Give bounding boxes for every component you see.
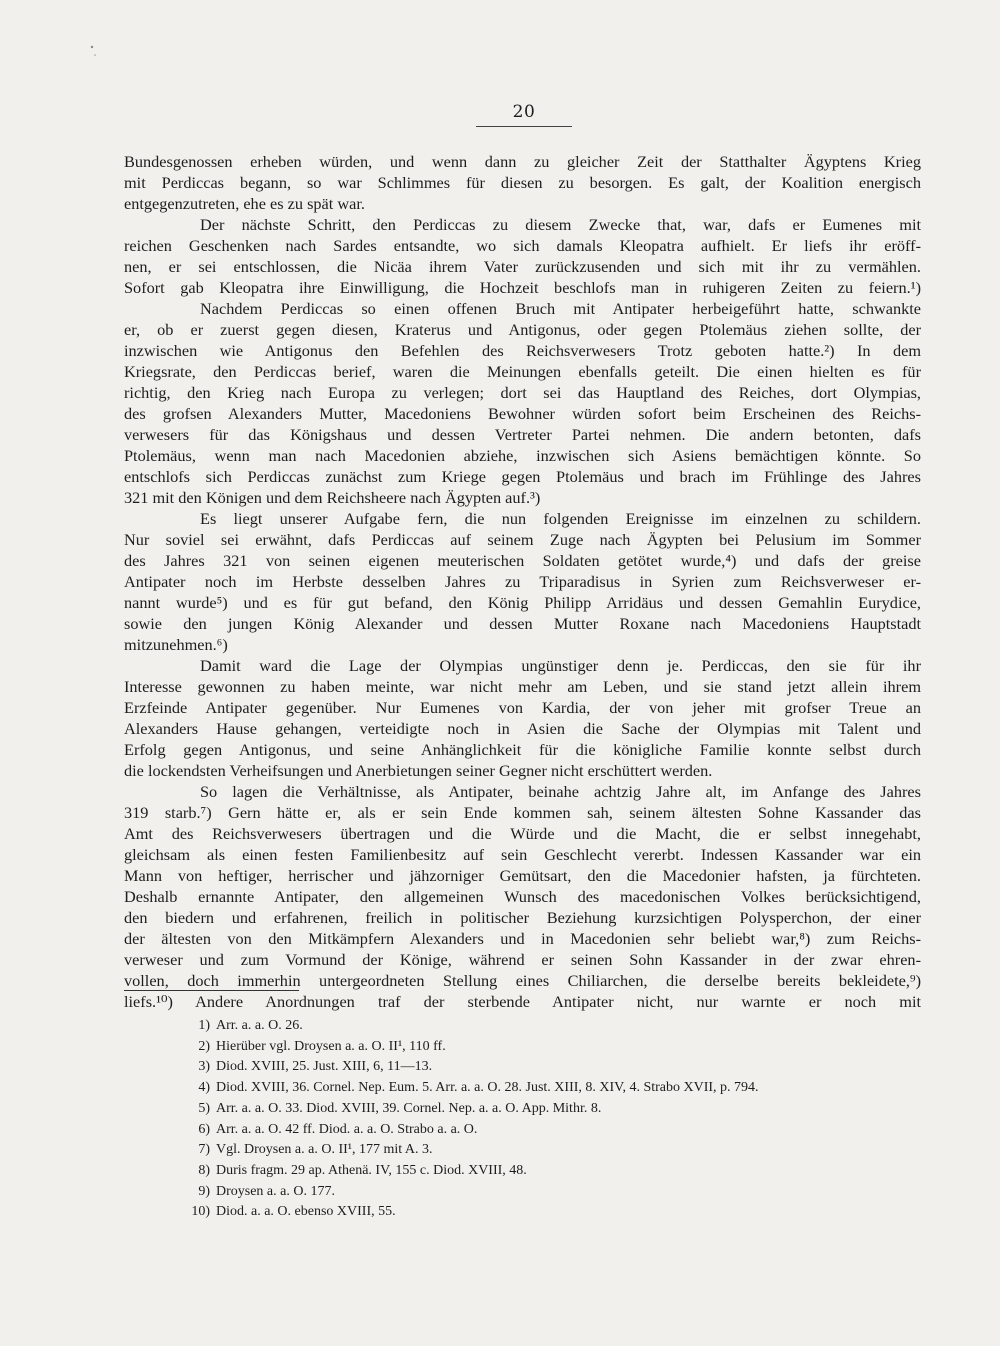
text-line: mit Perdiccas begann, so war Schlimmes für diesen zu besorgen. Es galt, der Koalition energisch	[124, 173, 921, 192]
text-line: Ptolemäus, wenn man nach Macedonien abziehe, inzwischen sich Asiens bemächtigen könnte. So	[124, 446, 921, 465]
text-line: nen, er sei entschlossen, die Nicäa ihrem Vater zurückzusenden und sich mit ihr zu vermählen.	[124, 257, 921, 276]
text-line: Damit ward die Lage der Olympias ungünstiger denn je. Perdiccas, den sie für ihr	[200, 656, 921, 675]
footnote-text: Diod. XVIII, 36. Cornel. Nep. Eum. 5. Arr. a. a. O. 28. Just. XIII, 8. XIV, 4. Strabo XVII, p. 794.	[216, 1080, 759, 1096]
text-line: So lagen die Verhältnisse, als Antipater, beinahe achtzig Jahre alt, im Anfange des Jahres	[200, 782, 921, 801]
text-line: Kriegsrate, den Perdiccas berief, waren die Meinungen ebenfalls geteilt. Die einen hielten es für	[124, 362, 921, 381]
footnote-number: 4)	[198, 1080, 210, 1096]
text-line: inzwischen wie Antigonus den Befehlen des Reichsverwesers Trotz geboten hatte.²) In dem	[124, 341, 921, 360]
text-line: richtig, den Krieg nach Europa zu verlegen; dort sei das Hauptland des Reiches, dort Olympias,	[124, 383, 921, 402]
footnote	[180, 1099, 940, 1120]
text-line: des Jahres 321 von seinen eigenen meuterischen Soldaten getötet wurde,⁴) und dafs der greise	[124, 551, 921, 570]
footnote-text: Diod. a. a. O. ebenso XVIII, 55.	[216, 1204, 396, 1220]
text-line: entgegenzutreten, ehe es zu spät war.	[124, 194, 365, 213]
text-line: 321 mit den Königen und dem Reichsheere nach Ägypten auf.³)	[124, 488, 541, 507]
text-line: Amt des Reichsverwesers übertragen und die Würde und die Macht, die er selbst innegehabt,	[124, 824, 921, 843]
text-line: er, ob er zuerst gegen diesen, Kraterus und Antigonus, oder gegen Ptolemäus ziehen sollte, der	[124, 320, 921, 339]
text-line: den biedern und erfahrenen, freilich in politischer Beziehung kurzsichtigen Polysperchon, der einer	[124, 908, 921, 927]
text-line: Sofort gab Kleopatra ihre Einwilligung, die Hochzeit beschlofs man in ruhigeren Zeiten zu feiern.¹)	[124, 278, 921, 297]
text-line: verwesers für das Königshaus und dessen Vertreter Partei nehmen. Die andern betonten, dafs	[124, 425, 921, 444]
footnote-number: 3)	[198, 1059, 210, 1075]
footnote-text: Hierüber vgl. Droysen a. a. O. II¹, 110 ff.	[216, 1038, 446, 1054]
footnote-text: Duris fragm. 29 ap. Athenä. IV, 155 c. Diod. XVIII, 48.	[216, 1162, 527, 1178]
text-line: mitzunehmen.⁶)	[124, 635, 228, 654]
text-line: Interesse gewonnen zu haben meinte, war nicht mehr am Leben, und sie stand jetzt allein ihrem	[124, 677, 921, 696]
footnote-text: Arr. a. a. O. 26.	[216, 1018, 303, 1033]
footnote-number: 8)	[198, 1162, 210, 1178]
footnote	[180, 1202, 940, 1223]
text-line: verweser und zum Vormund der Könige, während er seinen Sohn Kassander in der zwar ehren-	[124, 950, 921, 969]
footnotes	[180, 1016, 940, 1223]
text-line: Es liegt unserer Aufgabe fern, die nun folgenden Ereignisse im einzelnen zu schildern.	[200, 509, 921, 528]
text-line: reichen Geschenken nach Sardes entsandte, wo sich damals Kleopatra aufhielt. Er liefs ihr eröff-	[124, 236, 921, 255]
footnote-number: 9)	[198, 1183, 210, 1199]
footnote-number: 5)	[198, 1100, 210, 1116]
text-line: Bundesgenossen erheben würden, und wenn dann zu gleicher Zeit der Statthalter Ägyptens Krieg	[124, 152, 921, 171]
text-line: Mann von heftiger, herrischer und jähzorniger Gemütsart, den die Macedonier hafsten, ja fürchteten.	[124, 866, 921, 885]
footnote	[180, 1140, 940, 1161]
footnote	[180, 1016, 940, 1037]
footnote-number: 7)	[198, 1142, 210, 1158]
text-line: des grofsen Alexanders Mutter, Macedoniens Bewohner würden sofort beim Erscheinen des Reichs-	[124, 404, 921, 423]
text-line: liefs.¹⁰) Andere Anordnungen traf der sterbende Antipater nicht, nur warnte er noch mit	[124, 992, 921, 1011]
text-line: Erfolg gegen Antigonus, und seine Anhänglichkeit für die königliche Familie konnte selbst durch	[124, 740, 921, 759]
footnote-text: Arr. a. a. O. 42 ff. Diod. a. a. O. Strabo a. a. O.	[216, 1121, 478, 1137]
text-line: Nur soviel sei erwähnt, dafs Perdiccas auf seinem Zuge nach Ägypten bei Pelusium im Sommer	[124, 530, 921, 549]
text-line: Nachdem Perdiccas so einen offenen Bruch mit Antipater herbeigeführt hatte, schwankte	[200, 299, 921, 318]
main-text	[124, 151, 921, 1012]
footnote-number: 2)	[198, 1038, 210, 1054]
text-line: Antipater noch im Herbste desselben Jahres zu Triparadisus in Syrien zum Reichsverweser er-	[124, 572, 921, 591]
footnote	[180, 1161, 940, 1182]
text-line: gleichsam als einen festen Familienbesitz auf sein Geschlecht vererbt. Indessen Kassander war ein	[124, 845, 921, 864]
footnote-text: Diod. XVIII, 25. Just. XIII, 6, 11—13.	[216, 1059, 433, 1075]
footnote	[180, 1182, 940, 1203]
text-line: entschlofs sich Perdiccas zunächst zum Kriege gegen Ptolemäus und brach im Frühlinge des Jahres	[124, 467, 921, 486]
footnote-text: Droysen a. a. O. 177.	[216, 1183, 335, 1199]
text-line: vollen, doch immerhin untergeordneten Stellung eines Chiliarchen, die derselbe bereits bekleidete,⁹)	[124, 971, 921, 990]
footnote	[180, 1120, 940, 1141]
footnote	[180, 1078, 940, 1099]
text-line: nannt wurde⁵) und es für gut befand, den König Philipp Arridäus und dessen Gemahlin Eurydice,	[124, 593, 921, 612]
text-line: Alexanders Hause gehangen, verteidigte noch in Asien die Sache der Olympias mit Talent und	[124, 719, 921, 738]
footnote	[180, 1057, 940, 1078]
text-line: Erzfeinde Antipater gegenüber. Nur Eumenes von Kardia, der von jeher mit grofser Treue an	[124, 698, 921, 717]
text-line: 319 starb.⁷) Gern hätte er, als er sein Ende kommen sah, seinem ältesten Sohne Kassander das	[124, 803, 921, 822]
footnote-text: Vgl. Droysen a. a. O. II¹, 177 mit A. 3.	[216, 1142, 433, 1158]
footnote-number: 6)	[198, 1121, 210, 1137]
footnote-text: Arr. a. a. O. 33. Diod. XVIII, 39. Cornel. Nep. a. a. O. App. Mithr. 8.	[216, 1100, 602, 1116]
text-line: Der nächste Schritt, den Perdiccas zu diesem Zwecke that, war, dafs er Eumenes mit	[200, 215, 921, 234]
text-line: die lockendsten Verheifsungen und Anerbietungen seiner Gegner nicht erschüttert werden.	[124, 761, 713, 780]
page-number: 20	[476, 102, 572, 127]
footnote-number: 10)	[191, 1204, 210, 1220]
text-line: Deshalb ernannte Antipater, den allgemeinen Wunsch des macedonischen Volkes berücksichtigend,	[124, 887, 921, 906]
text-line: der ältesten von den Mitkämpfern Alexanders und in Macedonien sehr beliebt war,⁸) zum Reichs-	[124, 929, 921, 948]
footnote	[180, 1037, 940, 1058]
text-line: sowie den jungen König Alexander und dessen Mutter Roxane nach Macedoniens Hauptstadt	[124, 614, 921, 633]
footnote-number: 1)	[198, 1018, 210, 1033]
footnote-divider	[124, 990, 299, 991]
